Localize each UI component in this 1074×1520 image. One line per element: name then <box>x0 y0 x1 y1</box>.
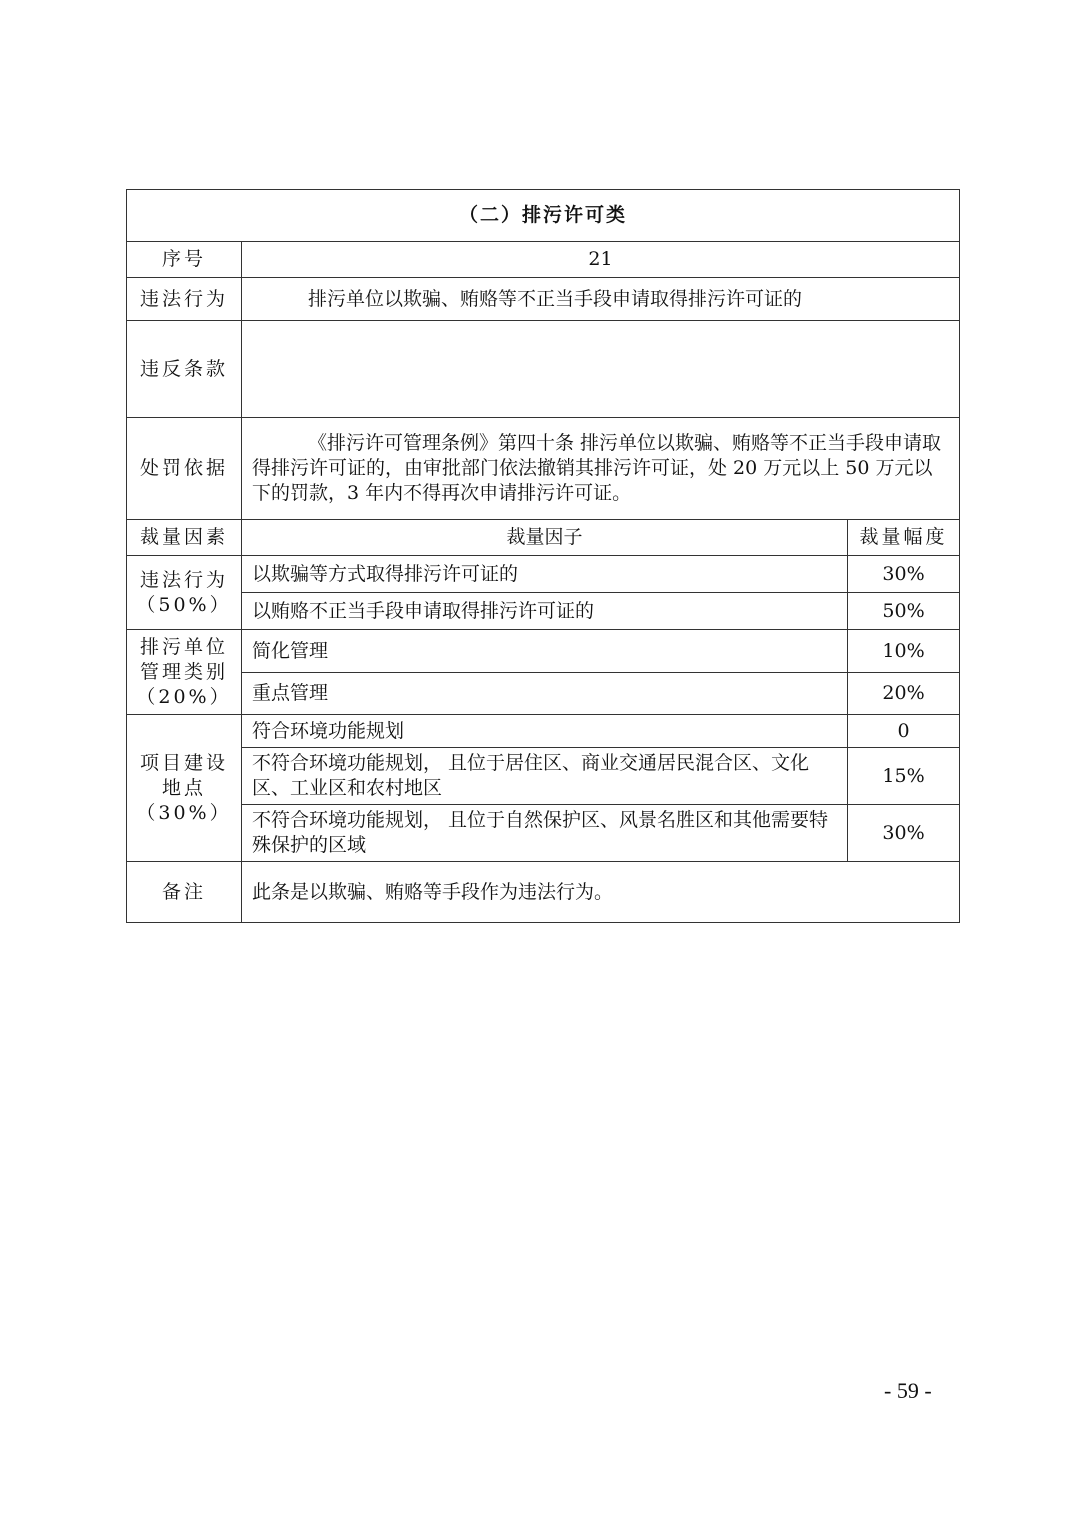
factor-value: 0 <box>848 715 960 748</box>
remark-label: 备注 <box>127 862 242 923</box>
violation-value: 排污单位以欺骗、贿赂等不正当手段申请取得排污许可证的 <box>242 278 960 321</box>
basis-value: 《排污许可管理条例》第四十条 排污单位以欺骗、贿赂等不正当手段申请取得排污许可证的，由审批部门依法撤销其排污许可证，处 20 万元以上 50 万元以下的罚款，3 年内不得再次申请排污许可证。 <box>242 418 960 520</box>
group-label-line: 排污单位 <box>139 635 228 658</box>
group-label-line: （50%） <box>136 593 232 616</box>
group-label-line: （30%） <box>136 801 232 824</box>
serial-label: 序号 <box>127 242 242 278</box>
factor-value: 30% <box>848 805 960 862</box>
factor-item: 符合环境功能规划 <box>242 715 848 748</box>
group-label-line: 违法行为 <box>139 568 228 591</box>
range-header: 裁量幅度 <box>848 520 960 556</box>
table-title: （二）排污许可类 <box>127 190 960 242</box>
group-label-line: 管理类别 <box>139 660 228 683</box>
factor-value: 10% <box>848 630 960 673</box>
factor-value: 50% <box>848 593 960 630</box>
factor-value: 20% <box>848 673 960 715</box>
page-number: - 59 - <box>884 1378 932 1403</box>
item-header: 裁量因子 <box>242 520 848 556</box>
factor-item: 不符合环境功能规划， 且位于自然保护区、风景名胜区和其他需要特殊保护的区域 <box>242 805 848 862</box>
factor-value: 15% <box>848 748 960 805</box>
factor-item: 以贿赂不正当手段申请取得排污许可证的 <box>242 593 848 630</box>
serial-value: 21 <box>242 242 960 278</box>
group-label <box>127 630 242 715</box>
remark-value: 此条是以欺骗、贿赂等手段作为违法行为。 <box>242 862 960 923</box>
clause-value <box>242 321 960 418</box>
group-label-line: （20%） <box>136 685 232 708</box>
factor-item: 以欺骗等方式取得排污许可证的 <box>242 556 848 593</box>
group-label <box>127 556 242 630</box>
factor-item: 不符合环境功能规划， 且位于居住区、商业交通居民混合区、文化区、工业区和农村地区 <box>242 748 848 805</box>
group-label-line: 项目建设 <box>139 751 228 774</box>
factor-item: 简化管理 <box>242 630 848 673</box>
basis-label: 处罚依据 <box>127 418 242 520</box>
penalty-table <box>126 189 960 923</box>
factor-value: 30% <box>848 556 960 593</box>
group-label <box>127 715 242 862</box>
clause-label: 违反条款 <box>127 321 242 418</box>
factor-header: 裁量因素 <box>127 520 242 556</box>
factor-item: 重点管理 <box>242 673 848 715</box>
violation-label: 违法行为 <box>127 278 242 321</box>
group-label-line: 地点 <box>161 776 206 799</box>
